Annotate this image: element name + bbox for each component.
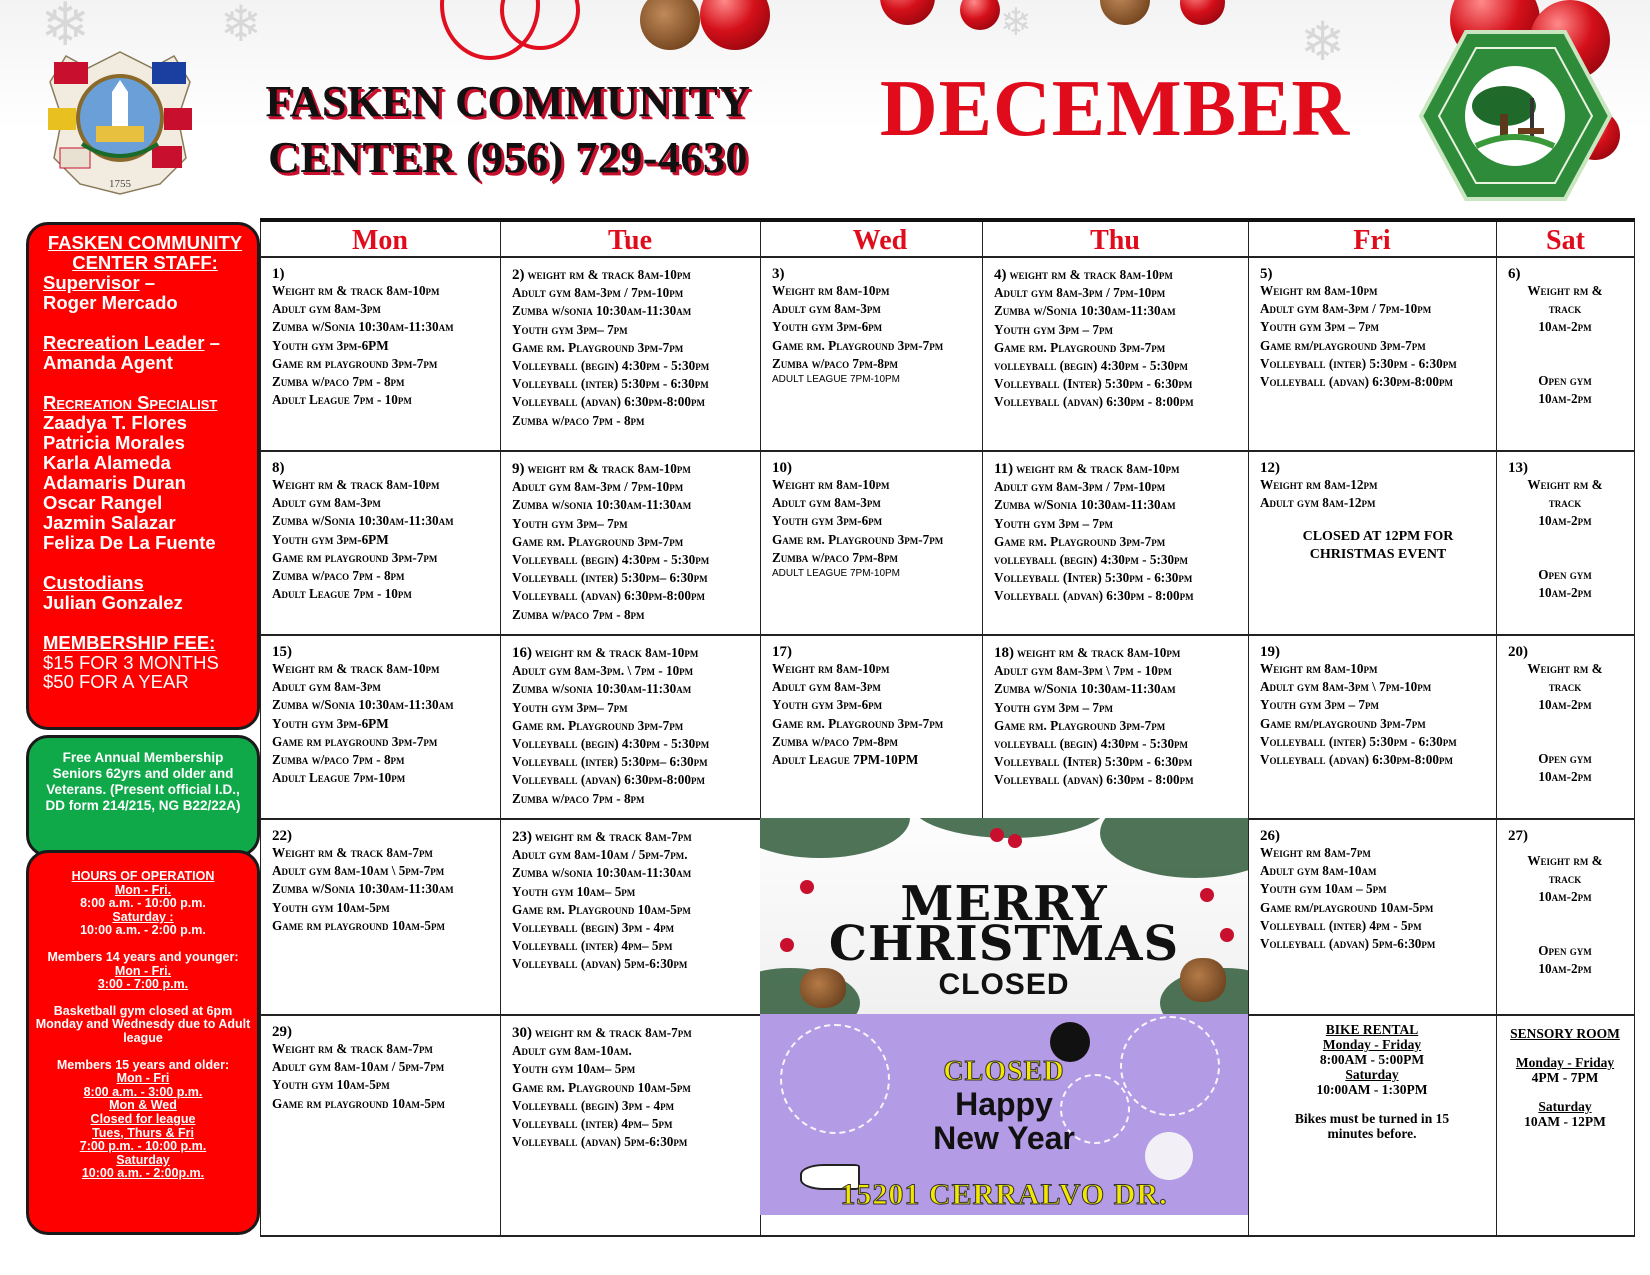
day-cell	[1496, 636, 1634, 818]
schedule-line: weight rm & track 8am-10pm	[1017, 645, 1181, 660]
staff-heading-line2: CENTER STAFF:	[72, 252, 218, 273]
new-year-text: New Year	[933, 1120, 1075, 1156]
day-number: 5)	[1260, 266, 1273, 282]
schedule-line: Youth gym 3pm-6PM	[272, 531, 389, 547]
schedule-line: weight rm & track 8am-10pm	[527, 461, 691, 476]
schedule-line: Zumba w/sonia 10:30am-11:30am	[512, 497, 692, 513]
ornament-decoration	[880, 0, 935, 25]
schedule-line: volleyball (begin) 4:30pm - 5:30pm	[994, 552, 1189, 568]
schedule-line: Adult gym 8am-3pm	[272, 495, 381, 511]
membership-fee-3-months: $15 FOR 3 MONTHS	[43, 652, 219, 673]
hours-line: 10:00 a.m. - 2:00 p.m.	[80, 923, 206, 938]
schedule-line: Weight rm 8am-10pm	[1260, 661, 1378, 676]
closed-note: CLOSED AT 12PM FOR	[1302, 529, 1454, 545]
day-number: 19)	[1260, 644, 1280, 660]
hours-line: 7:00 p.m. - 10:00 p.m.	[79, 1139, 207, 1154]
schedule-line: Adult gym 8am-3pm	[272, 301, 381, 317]
schedule-line: Weight rm 8am-12pm	[1260, 477, 1378, 492]
day-cell	[260, 258, 500, 450]
ornament-decoration	[700, 0, 770, 50]
city-seal-logo	[40, 48, 200, 198]
day-cell	[260, 636, 500, 818]
hours-line: Basketball gym closed at 6pm Monday and Wednesdy due to Adult league	[35, 1003, 251, 1045]
schedule-line: Adult gym 8am-3pm \ 7pm - 10pm	[994, 663, 1172, 679]
schedule-line: Game rm. Playground 10am-5pm	[512, 1079, 691, 1095]
closed-text: CLOSED	[943, 1056, 1065, 1087]
schedule-line: Volleyball (advan) 6:30pm-8:00pm	[512, 394, 705, 410]
schedule-line: Volleyball (Inter) 5:30pm - 6:30pm	[994, 754, 1193, 770]
schedule-line: Volleyball (advan) 6:30pm - 8:00pm	[994, 588, 1194, 604]
supervisor-dash: –	[139, 272, 156, 293]
schedule-line: Zumba w/sonia 10:30am-11:30am	[512, 681, 692, 697]
schedule-line: Weight rm 8am-10pm	[772, 283, 890, 298]
day-cell	[1248, 452, 1496, 634]
snowflake-icon: ❄	[40, 0, 91, 60]
bike-rental-line: 8:00AM - 5:00PM	[1319, 1052, 1425, 1067]
schedule-line: Weight rm 8am-10pm	[772, 477, 890, 492]
schedule-line: Zumba w/sonia 10:30am-11:30am	[512, 865, 692, 881]
schedule-line: Adult League 7pm - 10pm	[272, 586, 412, 602]
specialist-name: Feliza De La Fuente	[43, 532, 216, 553]
schedule-line: Open gym	[1538, 373, 1592, 388]
bike-rental-title: BIKE RENTAL	[1325, 1022, 1419, 1037]
schedule-line: Youth gym 3pm – 7pm	[1260, 319, 1379, 335]
hours-line: Mon & Wed	[109, 1098, 177, 1113]
schedule-line: Game rm/playground 3pm-7pm	[1260, 337, 1426, 353]
schedule-line: Game rm. Playground 3pm-7pm	[772, 337, 944, 353]
day-cell	[1496, 258, 1634, 450]
schedule-line: Game rm. Playground 3pm-7pm	[512, 339, 684, 355]
schedule-line: Adult gym 8am-3pm \ 7pm-10pm	[1260, 679, 1432, 695]
specialist-name: Karla Alameda	[43, 452, 171, 473]
schedule-line: Youth gym 3pm – 7pm	[994, 515, 1113, 531]
schedule-line: Youth gym 3pm– 7pm	[512, 515, 628, 531]
day-header-tue: Tue	[607, 225, 653, 256]
hours-title: HOURS OF OPERATION	[71, 869, 215, 883]
schedule-line: Adult gym 8am-3pm. \ 7pm - 10pm	[512, 663, 694, 679]
schedule-line: Volleyball (inter) 5:30pm - 6:30pm	[512, 376, 709, 392]
schedule-line: Weight rm 8am-10pm	[1260, 283, 1378, 298]
sensory-room-line: Monday - Friday	[1515, 1055, 1615, 1070]
closed-text: CLOSED	[938, 968, 1070, 1001]
day-cell	[982, 636, 1248, 818]
schedule-line: Weight rm & track 8am-7pm	[272, 845, 433, 860]
schedule-line: Adult gym 8am-12pm	[1260, 495, 1376, 511]
schedule-line: Game rm. Playground 3pm-7pm	[772, 715, 944, 731]
sensory-room-line: 10AM - 12PM	[1524, 1114, 1606, 1129]
schedule-line: Game rm. Playground 3pm-7pm	[772, 531, 944, 547]
schedule-line: Volleyball (advan) 6:30pm-8:00pm	[512, 772, 705, 788]
schedule-line: Adult gym 8am-10am	[1260, 863, 1377, 879]
schedule-line: Game rm playground 10am-5pm	[272, 1095, 445, 1111]
schedule-line: Weight rm &	[1527, 853, 1603, 868]
berry-decoration	[990, 828, 1004, 842]
schedule-line: weight rm & track 8am-10pm	[527, 267, 691, 282]
sensory-room-line: Saturday	[1538, 1099, 1592, 1114]
schedule-line: Volleyball (advan) 6:30pm - 8:00pm	[994, 394, 1194, 410]
snowflake-icon: ❄	[220, 0, 262, 53]
day-cell	[500, 258, 760, 450]
sensory-room-info	[1496, 1026, 1634, 1129]
schedule-line: Adult gym 8am-3pm / 7pm-10pm	[994, 479, 1166, 495]
header-banner	[0, 0, 1650, 215]
schedule-line: Open gym	[1538, 943, 1592, 958]
hours-line: 8:00 a.m. - 10:00 p.m.	[80, 896, 206, 911]
schedule-line: Volleyball (begin) 4:30pm - 5:30pm	[512, 736, 710, 752]
schedule-line: Zumba w/Sonia 10:30am-11:30am	[272, 697, 454, 713]
free-membership-note: Free Annual Membership Seniors 62yrs and older and Veterans. (Present official I.D., DD form 214/215, NG B22/22A)	[26, 735, 260, 857]
ornament-decoration	[960, 0, 1000, 30]
day-number: 27)	[1508, 828, 1528, 844]
sensory-room-title: SENSORY ROOM	[1510, 1026, 1620, 1041]
day-cell	[1496, 820, 1634, 1014]
happy-text: Happy	[955, 1086, 1053, 1122]
hours-line: 3:00 - 7:00 p.m.	[97, 977, 189, 992]
schedule-line: Volleyball (advan) 5pm-6:30pm	[1260, 936, 1436, 952]
day-number: 11)	[994, 461, 1014, 477]
schedule-line: Adult gym 8am-3pm / 7pm-10pm	[512, 479, 684, 495]
hours-line: Mon - Fri.	[114, 963, 172, 978]
merry-christmas-closed-image	[760, 818, 1248, 1014]
schedule-line: Volleyball (advan) 6:30pm-8:00pm	[512, 588, 705, 604]
day-cell	[982, 452, 1248, 634]
address-text: 15201 CERRALVO DR.	[840, 1178, 1168, 1211]
schedule-line: Youth gym 10am– 5pm	[512, 883, 636, 899]
hours-line: Tues, Thurs & Fri	[92, 1125, 194, 1140]
calendar-grid	[260, 218, 1635, 1236]
snowflake-icon: ❄	[1300, 10, 1346, 73]
schedule-line: Zumba w/paco 7pm-8pm	[772, 355, 898, 371]
schedule-line: Weight rm & track 8am-10pm	[272, 661, 440, 676]
day-number: 4)	[994, 267, 1007, 283]
schedule-line: 10am-2pm	[1538, 585, 1592, 600]
schedule-line: Volleyball (advan) 6:30pm-8:00pm	[1260, 752, 1453, 768]
christmas-text: CHRISTMAS	[828, 916, 1180, 972]
schedule-line: Weight rm & track 8am-7pm	[272, 1041, 433, 1056]
day-number: 30)	[512, 1025, 532, 1041]
leader-dash: –	[204, 332, 220, 353]
schedule-line: Youth gym 10am – 5pm	[1260, 881, 1387, 897]
schedule-line: Zumba w/paco 7pm - 8pm	[512, 412, 645, 428]
schedule-line: Youth gym 3pm-6PM	[272, 715, 389, 731]
schedule-line: Volleyball (advan) 5pm-6:30pm	[512, 1134, 688, 1150]
schedule-line: Zumba w/Sonia 10:30am-11:30am	[994, 303, 1176, 319]
schedule-line: Volleyball (advan) 6:30pm - 8:00pm	[994, 772, 1194, 788]
schedule-line: Youth gym 3pm-6pm	[772, 513, 883, 529]
schedule-line: Volleyball (inter) 5:30pm– 6:30pm	[512, 570, 708, 586]
schedule-line: Game rm. Playground 3pm-7pm	[512, 717, 684, 733]
schedule-line: 10am-2pm	[1538, 697, 1592, 712]
hours-line: Saturday	[116, 1152, 170, 1167]
custodians-label: Custodians	[43, 572, 144, 593]
schedule-line: Volleyball (advan) 6:30pm-8:00pm	[1260, 374, 1453, 390]
day-cell	[1248, 820, 1496, 1014]
schedule-line: Game rm/playground 10am-5pm	[1260, 899, 1434, 915]
day-number: 18)	[994, 645, 1014, 661]
day-cell	[1248, 258, 1496, 450]
pine-branch-decoration	[760, 818, 910, 858]
schedule-line: Game rm. Playground 3pm-7pm	[994, 533, 1166, 549]
day-number: 26)	[1260, 828, 1280, 844]
schedule-line: Zumba w/Sonia 10:30am-11:30am	[994, 681, 1176, 697]
day-number: 15)	[272, 644, 292, 660]
schedule-line: Volleyball (inter) 4pm– 5pm	[512, 938, 673, 954]
schedule-line: 10am-2pm	[1538, 889, 1592, 904]
schedule-line: Game rm playground 3pm-7pm	[272, 733, 438, 749]
happy-new-year-closed-image	[760, 1014, 1248, 1215]
schedule-line: track	[1548, 301, 1582, 316]
schedule-line: Adult gym 8am-10am / 5pm-7pm	[272, 1059, 445, 1075]
schedule-line: Adult gym 8am-10am.	[512, 1043, 632, 1059]
pine-branch-decoration	[1100, 818, 1248, 878]
schedule-line: Volleyball (Inter) 5:30pm - 6:30pm	[994, 570, 1193, 586]
schedule-line: volleyball (begin) 4:30pm - 5:30pm	[994, 358, 1189, 374]
supervisor-label: Supervisor	[43, 272, 140, 293]
schedule-line: Adult League 7pm-10pm	[272, 770, 406, 786]
specialist-name: Patricia Morales	[43, 432, 185, 453]
schedule-line: Adult League 7PM-10PM	[772, 752, 919, 768]
schedule-line: weight rm & track 8am-10pm	[1009, 267, 1173, 282]
recreation-leader-label: Recreation Leader	[43, 332, 205, 353]
schedule-line: track	[1548, 679, 1582, 694]
hours-line: Members 14 years and younger:	[47, 949, 239, 964]
day-number: 10)	[772, 460, 792, 476]
schedule-line: Adult gym 8am-3pm / 7pm-10pm	[512, 285, 684, 301]
bike-rental-info	[1248, 1022, 1496, 1141]
schedule-line: Weight rm 8am-10pm	[772, 661, 890, 676]
hours-line: Saturday :	[112, 909, 174, 924]
schedule-line: Zumba w/Sonia 10:30am-11:30am	[272, 319, 454, 335]
schedule-line: ADULT LEAGUE 7PM-10PM	[772, 568, 901, 580]
day-number: 2)	[512, 267, 525, 283]
supervisor-name: Roger Mercado	[43, 292, 178, 313]
staff-heading-line1: FASKEN COMMUNITY	[47, 232, 243, 253]
hours-of-operation-panel	[26, 850, 260, 1235]
day-header-thu: Thu	[1090, 225, 1140, 256]
schedule-line: Zumba w/paco 7pm - 8pm	[272, 568, 405, 584]
schedule-line: Adult gym 8am-10am \ 5pm-7pm	[272, 863, 445, 879]
schedule-line: Zumba w/paco 7pm - 8pm	[512, 606, 645, 622]
seal-year: 1755	[109, 178, 131, 190]
schedule-line: Weight rm &	[1527, 477, 1603, 492]
schedule-line: Youth gym 3pm– 7pm	[512, 699, 628, 715]
day-cell	[500, 636, 760, 818]
hours-line: Mon - Fri.	[114, 882, 172, 897]
schedule-line: Volleyball (begin) 4:30pm - 5:30pm	[512, 358, 710, 374]
schedule-line: Open gym	[1538, 567, 1592, 582]
schedule-line: Weight rm &	[1527, 661, 1603, 676]
schedule-line: 10am-2pm	[1538, 769, 1592, 784]
staff-panel	[26, 222, 260, 730]
schedule-line: Adult gym 8am-10am / 5pm-7pm.	[512, 847, 688, 863]
berry-decoration	[1008, 834, 1022, 848]
recreation-leader-name: Amanda Agent	[43, 352, 173, 373]
pinecone-decoration	[640, 0, 700, 50]
schedule-line: weight rm & track 8am-7pm	[535, 829, 692, 844]
day-number: 9)	[512, 461, 525, 477]
schedule-line: Adult gym 8am-3pm	[772, 679, 881, 695]
schedule-line: Youth gym 3pm – 7pm	[1260, 697, 1379, 713]
hours-line: 10:00 a.m. - 2:00p.m.	[81, 1166, 205, 1181]
schedule-line: track	[1548, 871, 1582, 886]
schedule-line: Game rm playground 3pm-7pm	[272, 355, 438, 371]
pinecone-decoration	[1100, 0, 1150, 25]
day-cell	[260, 820, 500, 1014]
membership-fee-year: $50 FOR A YEAR	[43, 671, 189, 692]
day-number: 23)	[512, 829, 532, 845]
schedule-line: Zumba w/Sonia 10:30am-11:30am	[272, 513, 454, 529]
schedule-line: Zumba w/paco 7pm - 8pm	[272, 752, 405, 768]
schedule-line: Zumba w/sonia 10:30am-11:30am	[512, 303, 692, 319]
day-number: 12)	[1260, 460, 1280, 476]
hours-line: Mon - Fri	[116, 1071, 170, 1086]
schedule-line: Adult gym 8am-3pm / 7pm-10pm	[994, 285, 1166, 301]
schedule-line: Adult gym 8am-3pm	[772, 495, 881, 511]
schedule-line: Volleyball (inter) 5:30pm– 6:30pm	[512, 754, 708, 770]
schedule-line: Youth gym 10am– 5pm	[512, 1061, 636, 1077]
schedule-line: Zumba w/Sonia 10:30am-11:30am	[994, 497, 1176, 513]
hours-line: Closed for league	[90, 1111, 196, 1126]
schedule-line: 10am-2pm	[1538, 961, 1592, 976]
schedule-line: Game rm. Playground 3pm-7pm	[994, 717, 1166, 733]
schedule-line: Weight rm 8am-7pm	[1260, 845, 1371, 860]
snowflake-icon: ❄	[1000, 0, 1032, 44]
day-number: 22)	[272, 828, 292, 844]
hours-line: Members 15 years and older:	[56, 1057, 230, 1072]
schedule-line: Game rm. Playground 3pm-7pm	[994, 339, 1166, 355]
day-header-wed: Wed	[852, 225, 908, 256]
day-number: 29)	[272, 1024, 292, 1040]
schedule-line: Game rm playground 10am-5pm	[272, 917, 445, 933]
center-name-line2: CENTER (956) 729-4630	[268, 133, 748, 182]
schedule-line: Youth gym 10am-5pm	[272, 899, 390, 915]
day-number: 1)	[272, 266, 285, 282]
day-cell	[500, 1016, 760, 1235]
schedule-line: Volleyball (advan) 5pm-6:30pm	[512, 956, 688, 972]
schedule-line: weight rm & track 8am-7pm	[535, 1025, 692, 1040]
schedule-line: Game rm. Playground 3pm-7pm	[512, 533, 684, 549]
specialist-name: Jazmin Salazar	[43, 512, 176, 533]
merry-text: MERRY	[900, 876, 1108, 932]
schedule-line: Volleyball (inter) 4pm– 5pm	[512, 1116, 673, 1132]
day-cell	[982, 258, 1248, 450]
schedule-line: Adult gym 8am-3pm / 7pm-10pm	[1260, 301, 1432, 317]
hours-line: 8:00 a.m. - 3:00 p.m.	[83, 1084, 203, 1099]
schedule-line: Game rm/playground 3pm-7pm	[1260, 715, 1426, 731]
schedule-line: 10am-2pm	[1538, 513, 1592, 528]
schedule-line: Zumba w/paco 7pm - 8pm	[512, 790, 645, 806]
specialist-name: Adamaris Duran	[43, 472, 186, 493]
bike-rental-line: 10:00AM - 1:30PM	[1316, 1082, 1428, 1097]
parks-recreation-logo	[1418, 28, 1613, 203]
schedule-line: Youth gym 3pm-6PM	[272, 337, 389, 353]
schedule-line: Youth gym 3pm– 7pm	[512, 321, 628, 337]
schedule-line: Volleyball (inter) 5:30pm - 6:30pm	[1260, 733, 1457, 749]
schedule-line: ADULT LEAGUE 7PM-10PM	[772, 374, 901, 386]
schedule-line: weight rm & track 8am-10pm	[1016, 461, 1180, 476]
day-header-fri: Fri	[1353, 225, 1391, 256]
closed-note: CHRISTMAS EVENT	[1309, 547, 1447, 563]
schedule-line: Zumba w/Sonia 10:30am-11:30am	[272, 881, 454, 897]
day-cell	[260, 1016, 500, 1235]
bike-rental-line: Saturday	[1345, 1067, 1399, 1082]
grid-line	[260, 1235, 1635, 1237]
schedule-line: Weight rm & track 8am-10pm	[272, 283, 440, 298]
day-cell	[760, 258, 982, 450]
schedule-line: Volleyball (inter) 5:30pm - 6:30pm	[1260, 355, 1457, 371]
day-header-mon: Mon	[352, 225, 408, 256]
day-cell	[500, 820, 760, 1014]
grid-line	[1634, 222, 1635, 1236]
schedule-line: Volleyball (Inter) 5:30pm - 6:30pm	[994, 376, 1193, 392]
day-cell	[760, 452, 982, 634]
bike-rental-line: Monday - Friday	[1322, 1037, 1422, 1052]
schedule-line: Youth gym 3pm – 7pm	[994, 699, 1113, 715]
schedule-line: 10am-2pm	[1538, 319, 1592, 334]
specialist-name: Oscar Rangel	[43, 492, 163, 513]
schedule-line: Youth gym 3pm-6pm	[772, 319, 883, 335]
day-number: 20)	[1508, 644, 1528, 660]
ornament-decoration	[1180, 0, 1225, 25]
membership-fee-label: MEMBERSHIP FEE:	[43, 632, 216, 653]
day-number: 16)	[512, 645, 532, 661]
schedule-line: Adult gym 8am-3pm	[772, 301, 881, 317]
day-number: 6)	[1508, 266, 1521, 282]
schedule-line: Volleyball (inter) 4pm - 5pm	[1260, 917, 1422, 933]
schedule-line: Youth gym 3pm – 7pm	[994, 321, 1113, 337]
schedule-line: track	[1548, 495, 1582, 510]
schedule-line: weight rm & track 8am-10pm	[535, 645, 699, 660]
schedule-line: Game rm. Playground 10am-5pm	[512, 901, 691, 917]
specialist-name: Zaadya T. Flores	[43, 412, 187, 433]
day-number: 17)	[772, 644, 792, 660]
day-cell	[500, 452, 760, 634]
schedule-line: Volleyball (begin) 3pm - 4pm	[512, 1097, 675, 1113]
bike-rental-note: Bikes must be turned in 15 minutes before.	[1294, 1111, 1450, 1141]
day-number: 8)	[272, 460, 285, 476]
center-name-line1: FASKEN COMMUNITY	[265, 77, 751, 126]
month-title: DECEMBER	[879, 65, 1351, 153]
custodian-name: Julian Gonzalez	[43, 592, 183, 613]
schedule-line: Volleyball (begin) 4:30pm - 5:30pm	[512, 552, 710, 568]
day-number: 13)	[1508, 460, 1528, 476]
schedule-line: Weight rm &	[1527, 283, 1603, 298]
schedule-line: Volleyball (begin) 3pm - 4pm	[512, 920, 675, 936]
schedule-line: Adult gym 8am-3pm	[272, 679, 381, 695]
schedule-line: 10am-2pm	[1538, 391, 1592, 406]
schedule-line: Open gym	[1538, 751, 1592, 766]
sensory-room-line: 4PM - 7PM	[1531, 1070, 1599, 1085]
schedule-line: Youth gym 3pm-6pm	[772, 697, 883, 713]
schedule-line: Zumba w/paco 7pm-8pm	[772, 549, 898, 565]
day-cell	[1248, 636, 1496, 818]
schedule-line: Game rm playground 3pm-7pm	[272, 549, 438, 565]
day-header-sat: Sat	[1546, 225, 1585, 256]
schedule-line: Weight rm & track 8am-10pm	[272, 477, 440, 492]
day-cell	[760, 636, 982, 818]
schedule-line: volleyball (begin) 4:30pm - 5:30pm	[994, 736, 1189, 752]
recreation-specialist-label: Recreation Specialist	[43, 392, 218, 413]
schedule-line: Zumba w/paco 7pm-8pm	[772, 733, 898, 749]
day-cell	[260, 452, 500, 634]
schedule-line: Zumba w/paco 7pm - 8pm	[272, 374, 405, 390]
schedule-line: Youth gym 10am-5pm	[272, 1077, 390, 1093]
day-number: 3)	[772, 266, 785, 282]
day-cell	[1496, 452, 1634, 634]
schedule-line: Adult League 7pm - 10pm	[272, 392, 412, 408]
